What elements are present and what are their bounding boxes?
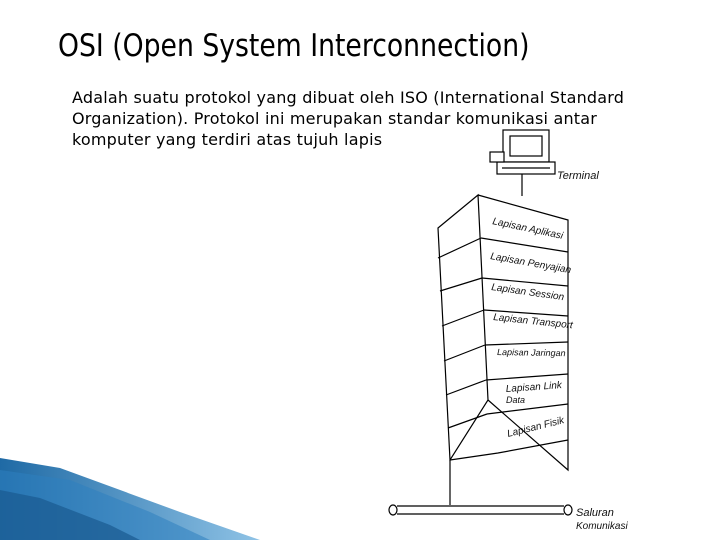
layer-label-5: Lapisan Jaringan bbox=[496, 347, 566, 359]
layer-label-2: Lapisan Penyajian bbox=[489, 251, 572, 277]
paragraph-line-2: Organization). Protokol ini merupakan standar komunikasi antar bbox=[72, 109, 598, 128]
layer-label-7: Lapisan Fisik bbox=[506, 415, 566, 440]
layer-labels bbox=[489, 216, 574, 440]
terminal-label: Terminal bbox=[557, 170, 599, 182]
communication-channel bbox=[389, 460, 572, 515]
channel-label-2: Komunikasi bbox=[576, 521, 628, 532]
layer-label-3: Lapisan Session bbox=[490, 282, 565, 304]
slide-title: OSI (Open System Interconnection) bbox=[58, 28, 530, 64]
paragraph-line-3: komputer yang terdiri atas tujuh lapis bbox=[72, 130, 383, 149]
terminal-icon bbox=[490, 130, 555, 196]
layer-label-1: Lapisan Aplikasi bbox=[491, 216, 564, 242]
paragraph-line-1: Adalah suatu protokol yang dibuat oleh ISO (International Standard bbox=[72, 88, 625, 107]
corner-decoration bbox=[0, 458, 260, 540]
layer-label-6b: Data bbox=[506, 395, 526, 405]
layer-label-4: Lapisan Transport bbox=[492, 312, 574, 332]
channel-label-1: Saluran bbox=[576, 507, 614, 519]
layer-label-6: Lapisan Link bbox=[505, 380, 563, 395]
